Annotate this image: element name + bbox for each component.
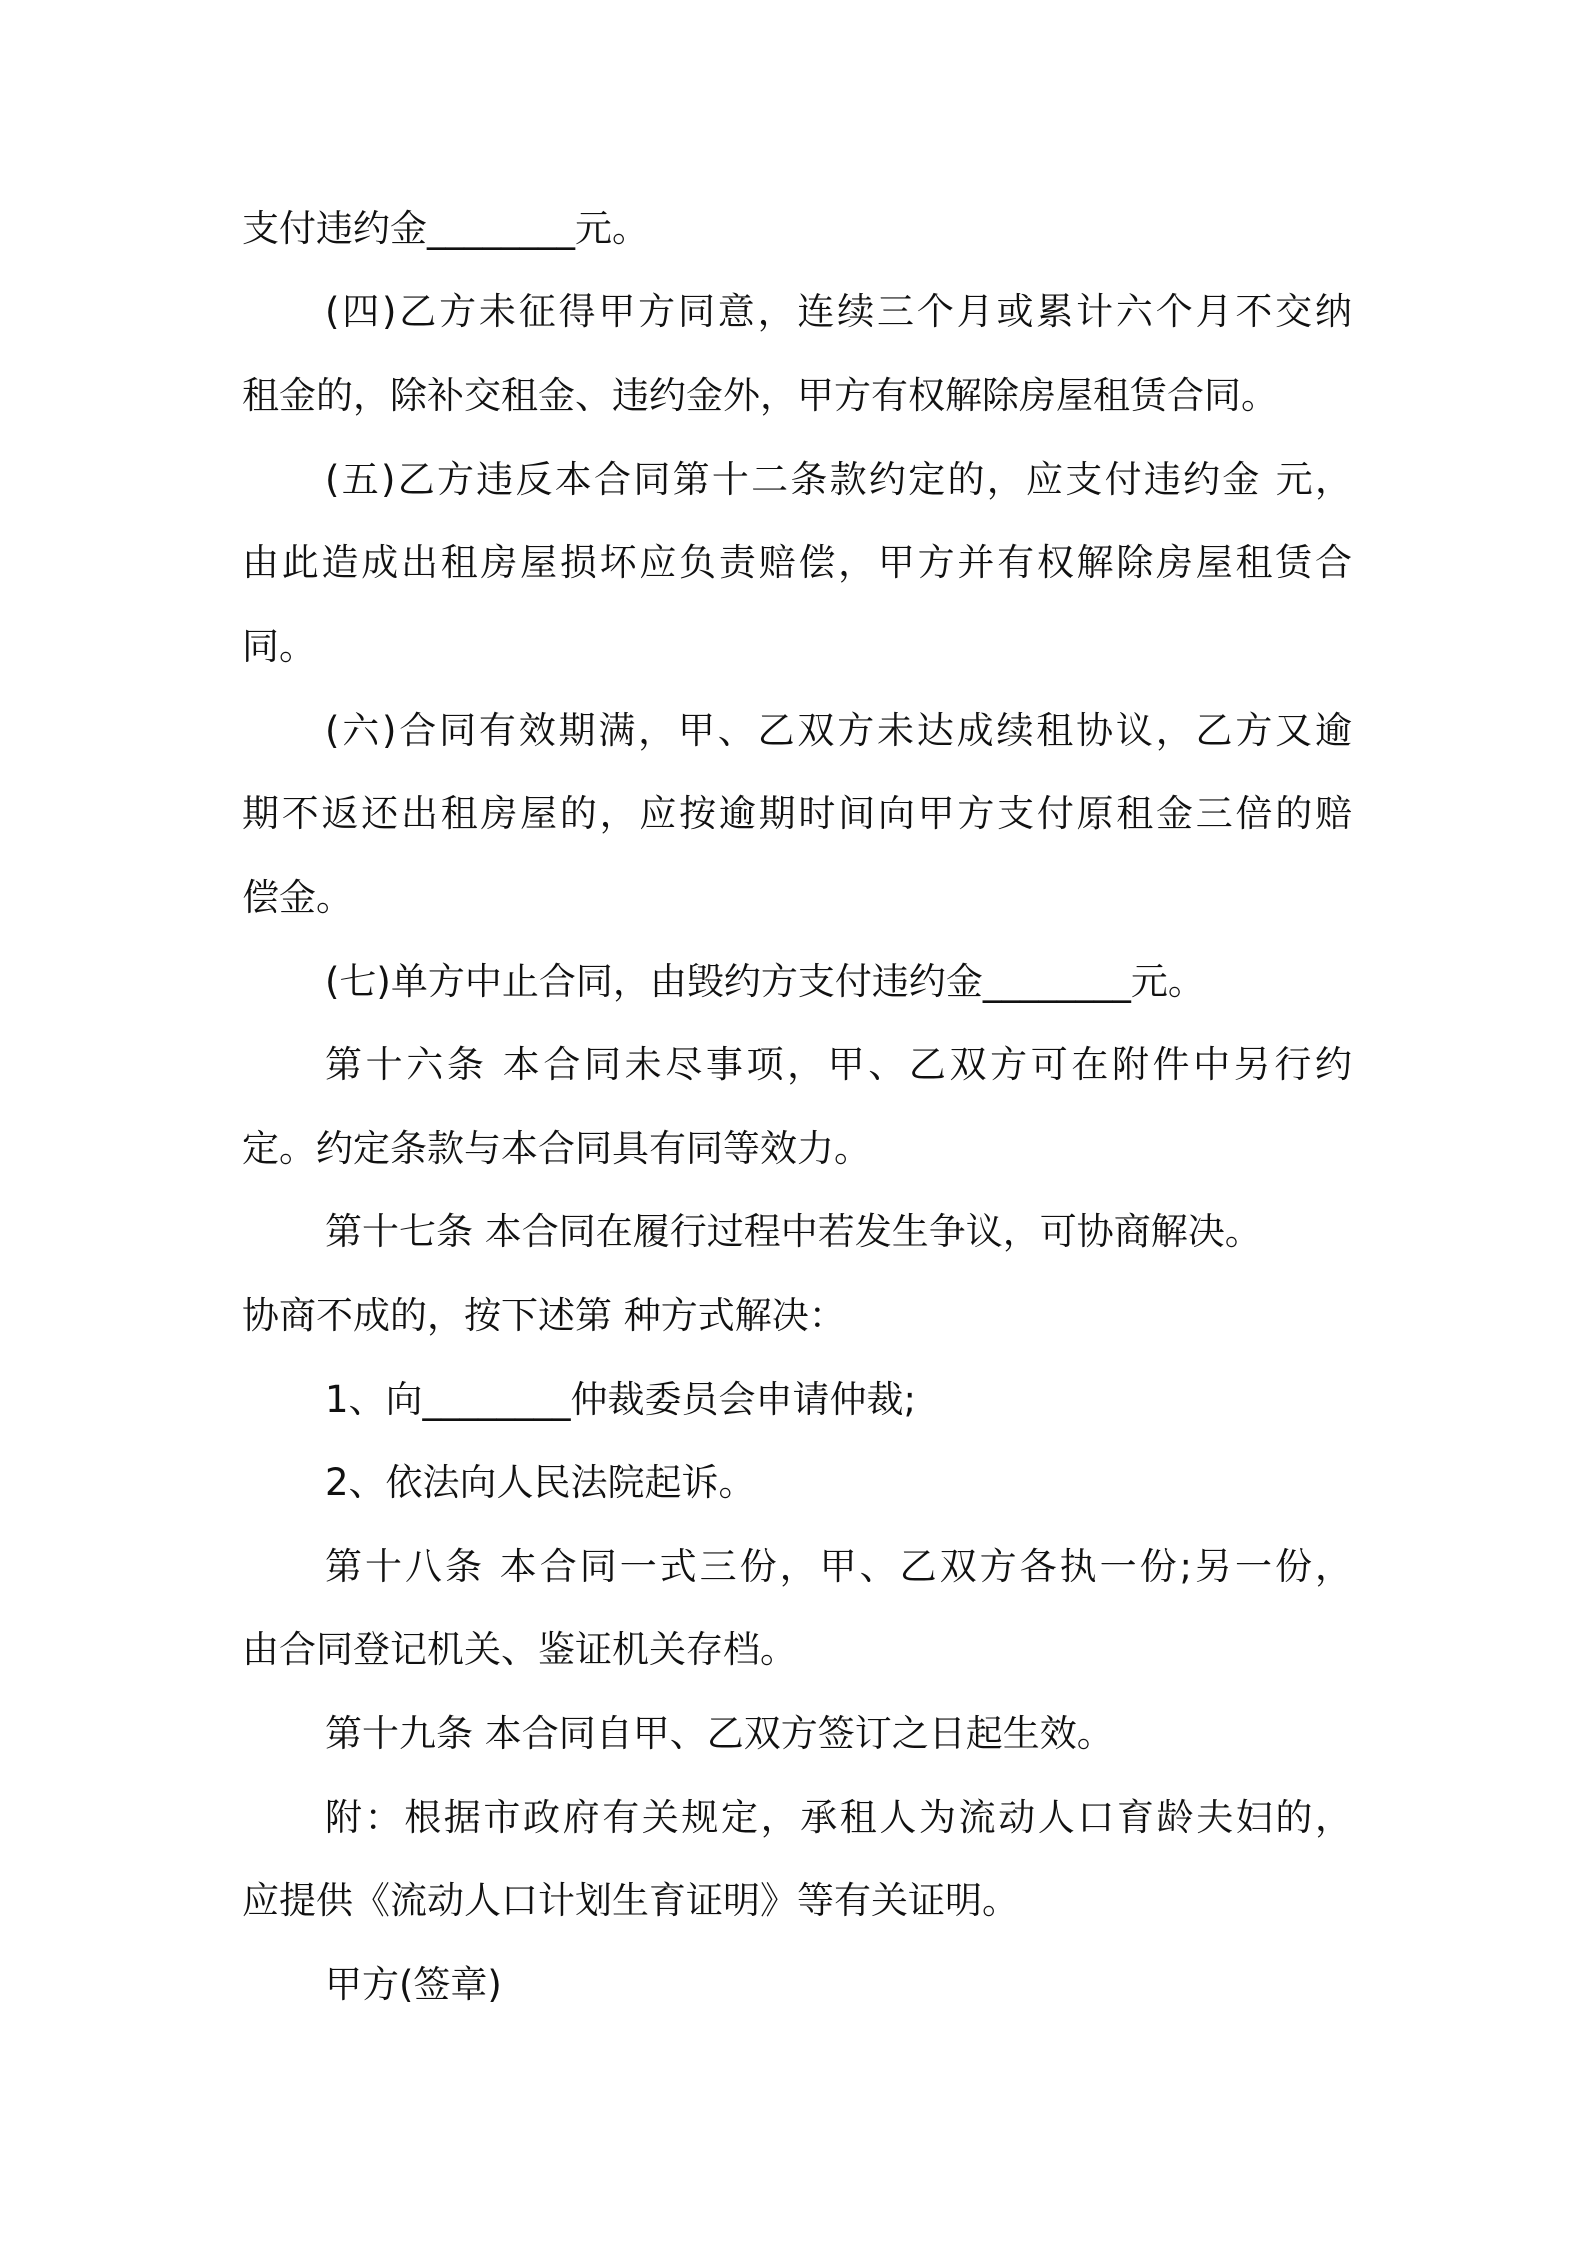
text-line-clause-6-end: 偿金。	[242, 876, 353, 919]
text-line-appendix: 附：根据市政府有关规定，承租人为流动人口育龄夫妇的，	[325, 1796, 1352, 1839]
text-line-penalty-amount: 支付违约金________元。	[242, 207, 649, 250]
text-line-clause-4-cont: 租金的，除补交租金、违约金外，甲方有权解除房屋租赁合同。	[242, 374, 1278, 417]
text-line-clause-5: (五)乙方违反本合同第十二条款约定的，应支付违约金 元，	[325, 458, 1352, 501]
text-line-article-17-cont: 协商不成的，按下述第 种方式解决：	[242, 1294, 846, 1337]
text-line-article-18-cont: 由合同登记机关、鉴证机关存档。	[242, 1628, 797, 1671]
text-line-clause-4: (四)乙方未征得甲方同意，连续三个月或累计六个月不交纳	[325, 290, 1352, 333]
text-line-clause-5-cont: 由此造成出租房屋损坏应负责赔偿，甲方并有权解除房屋租赁合	[242, 541, 1352, 584]
text-line-article-16-cont: 定。约定条款与本合同具有同等效力。	[242, 1127, 871, 1170]
text-line-article-18: 第十八条 本合同一式三份，甲、乙双方各执一份;另一份，	[325, 1545, 1352, 1588]
text-line-clause-5-end: 同。	[242, 625, 316, 668]
text-line-party-a-signature: 甲方(签章)	[325, 1963, 502, 2006]
text-line-clause-6-cont: 期不返还出租房屋的，应按逾期时间向甲方支付原租金三倍的赔	[242, 792, 1352, 835]
text-line-option-arbitration: 1、向________仲裁委员会申请仲裁;	[325, 1378, 917, 1421]
text-line-option-court: 2、依法向人民法院起诉。	[325, 1461, 756, 1504]
text-line-clause-7: (七)单方中止合同，由毁约方支付违约金________元。	[325, 960, 1205, 1003]
text-line-appendix-cont: 应提供《流动人口计划生育证明》等有关证明。	[242, 1879, 1019, 1922]
text-line-article-19: 第十九条 本合同自甲、乙双方签订之日起生效。	[325, 1712, 1114, 1755]
text-line-article-17: 第十七条 本合同在履行过程中若发生争议，可协商解决。	[325, 1210, 1262, 1253]
text-line-clause-6: (六)合同有效期满，甲、乙双方未达成续租协议，乙方又逾	[325, 709, 1352, 752]
text-line-article-16: 第十六条 本合同未尽事项，甲、乙双方可在附件中另行约	[325, 1043, 1352, 1086]
